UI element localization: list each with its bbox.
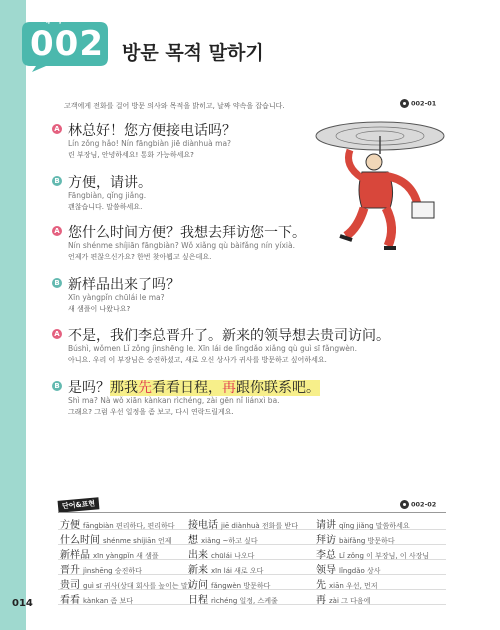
vocab-entry: 什么时间 shénme shíjiān 언제	[60, 535, 172, 546]
speaker-b-badge: B	[52, 176, 62, 186]
vocab-entry: 请讲 qǐng jiǎng 말씀하세요	[316, 520, 410, 531]
vocab-entry: 李总 Lǐ zǒng 이 부장님, 이 사장님	[316, 550, 430, 561]
vocab-entry: 再 zài 그 다음에	[316, 595, 371, 606]
line-pinyin: Nín shénme shíjiān fāngbiàn? Wǒ xiǎng qù bàifǎng nín yíxià.	[68, 241, 295, 250]
line-korean: 괜찮습니다. 말씀하세요.	[68, 203, 143, 211]
intro-text: 고객에게 전화를 걸어 방문 의사와 목적을 밝히고, 날짜 약속을 잡습니다.	[64, 102, 285, 110]
speaker-a-badge: A	[52, 124, 62, 134]
lesson-title: 방문 목적 말하기	[122, 42, 264, 64]
line-chinese: 您什么时间方便？我想去拜访您一下。	[68, 225, 306, 241]
vocab-entry: 新样品 xīn yàngpǐn 새 샘플	[60, 550, 159, 561]
vocab-divider	[58, 512, 446, 513]
vocab-row	[58, 515, 446, 530]
vocab-row	[58, 530, 446, 545]
vocab-entry: 贵司 guì sī 귀사(상대 회사를 높이는 말)	[60, 580, 191, 591]
line-korean: 새 샘플이 나왔나요?	[68, 305, 131, 313]
episode-number: 002	[30, 24, 104, 64]
line-pinyin: Shì ma? Nà wǒ xiān kànkan rìchéng, zài gēn nǐ liánxì ba.	[68, 396, 280, 405]
vocab-entry: 接电话 jiē diànhuà 전화를 받다	[188, 520, 298, 531]
vocab-entry: 日程 rìchéng 일정, 스케줄	[188, 595, 278, 606]
cd-icon	[400, 500, 409, 509]
line-korean: 린 부장님, 안녕하세요! 통화 가능하세요?	[68, 151, 194, 159]
vocab-row	[58, 590, 446, 605]
line-korean: 그래요? 그럼 우선 일정을 좀 보고, 다시 연락드릴게요.	[68, 408, 234, 416]
audio-track-dialogue[interactable]	[400, 99, 436, 108]
left-accent-bar	[0, 0, 26, 630]
vocab-entry: 方便 fāngbiàn 편리하다, 편리하다	[60, 520, 175, 531]
vocab-entry: 访问 fǎngwèn 방문하다	[188, 580, 271, 591]
track-number: 002-02	[411, 500, 437, 509]
line-pinyin: Xīn yàngpǐn chūlái le ma?	[68, 293, 165, 302]
line-pinyin: Búshì, wǒmen Lǐ zǒng jìnshēng le. Xīn lái de lǐngdǎo xiǎng qù guì sī fǎngwèn.	[68, 344, 358, 353]
episode-label: 에피소드	[40, 12, 87, 25]
speaker-b-badge: B	[52, 278, 62, 288]
line-chinese: 新样品出来了吗？	[68, 277, 180, 293]
vocab-row	[58, 560, 446, 575]
businessman-propeller-illustration	[300, 110, 470, 260]
line-korean: 언제가 편찮으신가요? 한번 찾아뵙고 싶은데요.	[68, 253, 212, 261]
phrase-part: 跟你联系吧。	[236, 380, 320, 396]
speaker-a-badge: A	[52, 329, 62, 339]
vocab-entry: 想 xiǎng ~하고 싶다	[188, 535, 258, 546]
vocab-entry: 拜访 bàifǎng 방문하다	[316, 535, 395, 546]
line-chinese	[68, 377, 320, 397]
speaker-b-badge: B	[52, 381, 62, 391]
cd-icon	[400, 99, 409, 108]
emphasis-zai: 再	[222, 380, 236, 396]
vocab-row	[58, 545, 446, 560]
line-chinese: 林总好！您方便接电话吗？	[68, 123, 236, 139]
line-pinyin: Fāngbiàn, qǐng jiǎng.	[68, 191, 147, 200]
vocab-row	[58, 575, 446, 590]
phrase-part: 那我	[110, 380, 138, 396]
highlighted-phrase	[110, 380, 320, 396]
line-pinyin: Lín zǒng hǎo! Nín fāngbiàn jiē diànhuà ma?	[68, 139, 232, 148]
line-chinese-pre: 是吗？	[68, 380, 110, 396]
emphasis-xian: 先	[138, 380, 152, 396]
vocab-entry: 晋升 jìnshēng 승진하다	[60, 565, 142, 576]
vocab-title: 단어&표현	[58, 497, 100, 513]
line-korean: 아니요. 우리 이 부장님은 승진하셨고, 새로 오신 상사가 귀사를 방문하고 싶어하세요.	[68, 356, 327, 364]
line-chinese: 方便，请讲。	[68, 175, 152, 191]
line-chinese: 不是，我们李总晋升了。新来的领导想去贵司访问。	[68, 328, 390, 344]
track-number: 002-01	[411, 99, 437, 108]
page-number: 014	[12, 598, 33, 609]
vocab-entry: 看看 kànkan 좀 보다	[60, 595, 134, 606]
phrase-part: 看看日程，	[152, 380, 222, 396]
vocab-entry: 领导 lǐngdǎo 상사	[316, 565, 381, 576]
vocab-entry: 出来 chūlái 나오다	[188, 550, 255, 561]
vocab-entry: 新来 xīn lái 새로 오다	[188, 565, 264, 576]
audio-track-vocab[interactable]	[400, 500, 436, 509]
speaker-a-badge: A	[52, 226, 62, 236]
vocab-entry: 先 xiān 우선, 먼저	[316, 580, 378, 591]
